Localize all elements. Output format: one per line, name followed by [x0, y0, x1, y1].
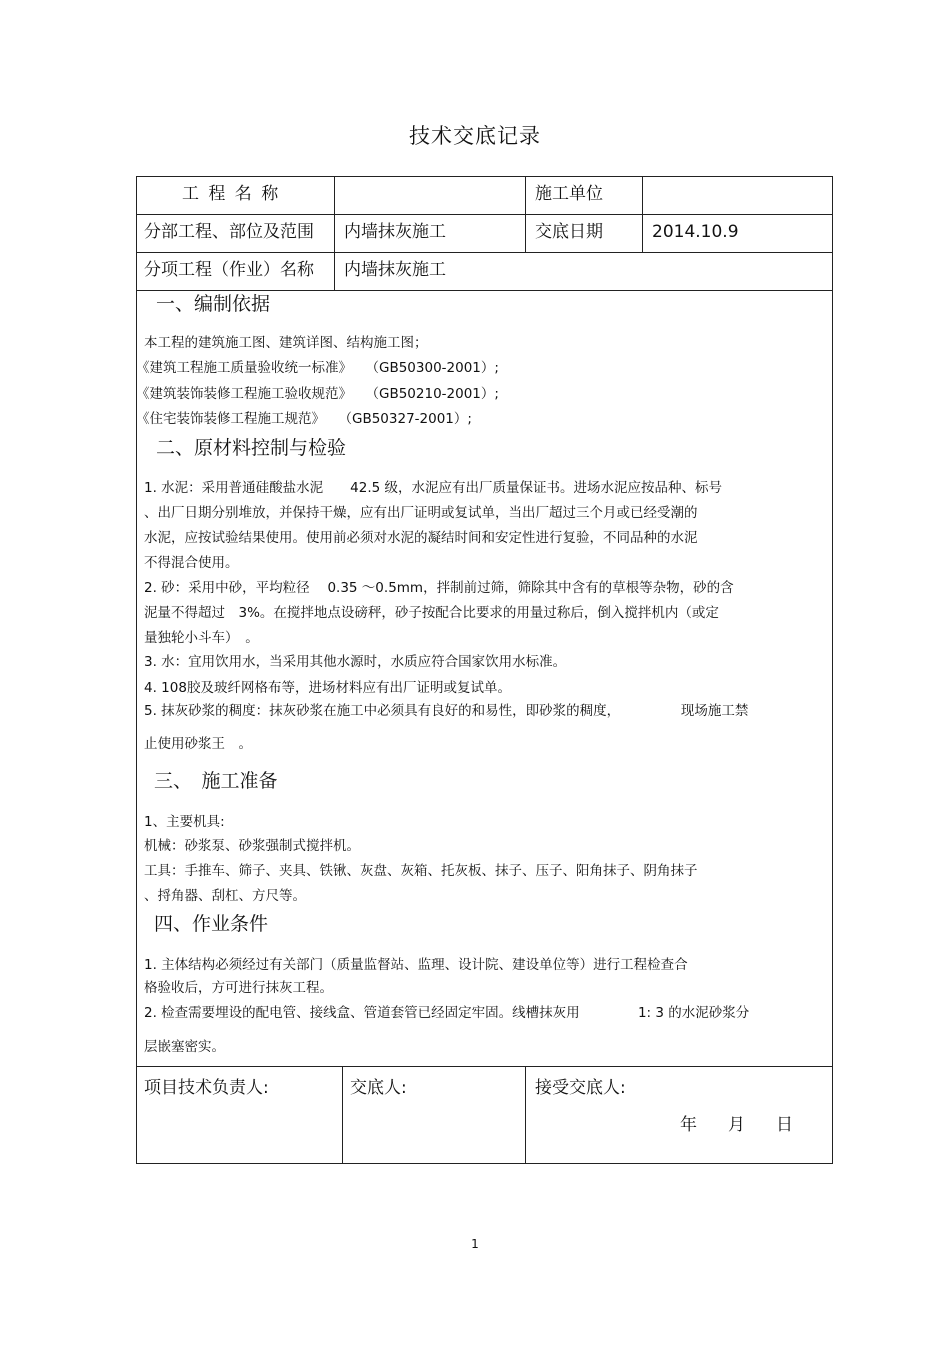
date-year: 年 [680, 1115, 697, 1135]
column-divider [642, 176, 643, 252]
project-tech-lead-label: 项目技术负责人: [144, 1078, 269, 1098]
table-divider [136, 214, 833, 215]
body-line: 《建筑工程施工质量验收统一标准》 （GB50300-2001）; [136, 360, 499, 376]
date-month: 月 [728, 1115, 745, 1135]
body-line: 1. 主体结构必须经过有关部门（质量监督站、监理、设计院、建设单位等）进行工程检查合 [144, 957, 688, 973]
body-line: 不得混合使用。 [144, 555, 239, 571]
item-label: 分项工程（作业）名称 [144, 260, 314, 280]
item-value: 内墙抹灰施工 [344, 260, 446, 280]
body-line: 《住宅装饰装修工程施工规范》 （GB50327-2001）; [136, 411, 472, 427]
column-divider [334, 176, 335, 290]
body-line: 5. 抹灰砂浆的稠度：抹灰砂浆在施工中必须具有良好的和易性，即砂浆的稠度， 现场施工禁 [144, 703, 749, 719]
table-divider [136, 1066, 833, 1067]
body-line: 本工程的建筑施工图、建筑详图、结构施工图； [144, 335, 428, 351]
section-heading: 三、 施工准备 [154, 770, 278, 792]
project-name-label: 工 程 名 称 [182, 184, 281, 204]
section-heading: 一、编制依据 [156, 293, 271, 315]
construction-unit-label: 施工单位 [535, 184, 603, 204]
division-label: 分部工程、部位及范围 [144, 222, 314, 242]
column-divider [342, 1066, 343, 1164]
body-line: 水泥，应按试验结果使用。使用前必须对水泥的凝结时间和安定性进行复验，不同品种的水泥 [144, 530, 698, 546]
division-value: 内墙抹灰施工 [344, 222, 446, 242]
body-line: 量独轮小斗车） 。 [144, 630, 259, 646]
presenter-label: 交底人: [350, 1078, 407, 1098]
date-value: 2014.10.9 [652, 222, 739, 242]
section-heading: 四、作业条件 [154, 913, 269, 935]
column-divider [525, 176, 526, 252]
body-line: 止使用砂浆王 。 [144, 736, 252, 752]
body-line: 格验收后，方可进行抹灰工程。 [144, 980, 333, 996]
date-label: 交底日期 [535, 222, 603, 242]
column-divider [525, 1066, 526, 1164]
body-line: 1、主要机具: [144, 814, 225, 830]
body-line: 《建筑装饰装修工程施工验收规范》 （GB50210-2001）; [136, 386, 499, 402]
date-day: 日 [776, 1115, 793, 1135]
body-line: 工具：手推车、筛子、夹具、铁锹、灰盘、灰箱、托灰板、抹子、压子、阳角抹子、阴角抹子 [144, 863, 698, 879]
body-line: 、出厂日期分别堆放，并保持干燥，应有出厂证明或复试单，当出厂超过三个月或已经受潮的 [144, 505, 698, 521]
body-line: 2. 检查需要埋设的配电管、接线盒、管道套管已经固定牢固。线槽抹灰用 1: 3 的水泥砂浆分 [144, 1005, 750, 1021]
body-line: 1. 水泥：采用普通硅酸盐水泥 42.5 级，水泥应有出厂质量保证书。进场水泥应按品种、标号 [144, 480, 723, 496]
body-line: 机械：砂浆泵、砂浆强制式搅拌机。 [144, 838, 360, 854]
body-line: 层嵌塞密实。 [144, 1039, 225, 1055]
body-line: 、捋角器、刮杠、方尺等。 [144, 888, 306, 904]
page-number: 1 [471, 1237, 479, 1251]
body-line: 泥量不得超过 3%。在搅拌地点设磅秤，砂子按配合比要求的用量过称后，倒入搅拌机内（或定 [144, 605, 719, 621]
body-line: 4. 108胶及玻纤网格布等，进场材料应有出厂证明或复试单。 [144, 680, 511, 696]
document-title: 技术交底记录 [409, 124, 541, 148]
table-divider [136, 252, 833, 253]
body-line: 3. 水：宜用饮用水，当采用其他水源时，水质应符合国家饮用水标准。 [144, 654, 567, 670]
receiver-label: 接受交底人: [535, 1078, 626, 1098]
table-divider [136, 290, 833, 291]
body-line: 2. 砂：采用中砂，平均粒径 0.35 ～0.5mm，拌制前过筛，筛除其中含有的草根等杂物，砂的含 [144, 580, 734, 596]
section-heading: 二、原材料控制与检验 [156, 437, 347, 459]
